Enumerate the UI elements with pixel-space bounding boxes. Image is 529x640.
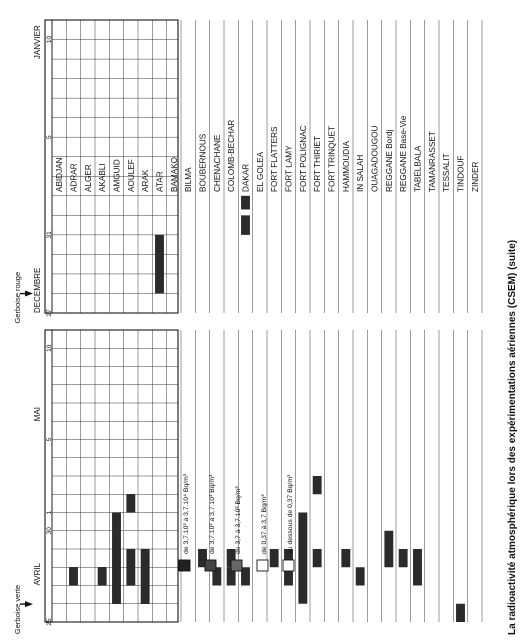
measurement-bar — [141, 549, 150, 567]
station-label: HAMMOUDIA — [341, 141, 351, 192]
measurement-bar — [98, 567, 107, 585]
legend-swatch — [179, 560, 190, 571]
measurement-bar — [341, 549, 350, 567]
station-label: BILMA — [184, 167, 194, 192]
station-label: ZINDER — [470, 161, 480, 192]
legend-swatch — [283, 560, 294, 571]
station-label: ARAK — [141, 169, 151, 192]
month-label: DECEMBRE — [33, 267, 42, 313]
station-label: FORT TRINQUET — [327, 126, 337, 192]
station-label: FORT POLIGNAC — [298, 125, 308, 192]
measurement-bar — [270, 549, 279, 567]
measurement-bar — [313, 476, 322, 494]
station-label: REGGANE Bordj — [384, 129, 394, 192]
station-label: TAMANRASSET — [427, 131, 437, 192]
measurement-bar — [313, 549, 322, 567]
month-label: AVRIL — [33, 562, 42, 586]
measurement-bar — [384, 549, 393, 567]
measurement-bar — [112, 513, 121, 531]
station-label: AOULEF — [126, 159, 136, 192]
legend-label: de 3,7 à 3,7.10² Bq/m³ — [235, 486, 242, 554]
station-label: ALGER — [83, 164, 93, 192]
measurement-bar — [126, 567, 135, 585]
station-label: TABELBALA — [413, 145, 423, 192]
event-label: Gerboise rouge — [13, 271, 22, 324]
day-tick-label: 31 — [46, 231, 53, 239]
station-label: OUAGADOUGOU — [370, 125, 380, 192]
station-label: BOUBERNOUS — [198, 133, 208, 192]
measurement-bar — [141, 567, 150, 604]
station-label: ATAR — [155, 171, 165, 192]
measurement-bar — [155, 254, 164, 293]
measurement-bar — [69, 567, 78, 585]
legend-label: de 0,37 à 3,7 Bq/m³ — [261, 494, 268, 554]
station-label: TINDOUF — [456, 155, 466, 192]
day-tick-label: 1 — [46, 510, 53, 515]
legend-swatch — [231, 560, 242, 571]
station-label: FORT FLATTERS — [270, 126, 280, 192]
day-tick-label: 10 — [46, 344, 53, 352]
event-label: Gerboise verte — [13, 584, 22, 635]
day-tick-label: 25 — [46, 618, 53, 626]
station-label: ABIDJAN — [55, 157, 65, 192]
measurement-bar — [384, 531, 393, 549]
day-tick-label: 5 — [46, 135, 53, 140]
month-label: MAI — [33, 407, 42, 422]
measurement-bar — [356, 567, 365, 585]
chart-title: La radioactivité atmosphérique lors des expérimentations aériennes (CSEM) (suite) — [507, 239, 518, 635]
station-label: AKABLI — [98, 163, 108, 192]
station-label: TESSALIT — [442, 153, 452, 192]
event-arrow — [25, 291, 33, 297]
legend-label: de 3,7.10³ à 3,7.10⁴ Bq/m³ — [183, 474, 190, 554]
station-label: FORT THIRIET — [313, 136, 323, 192]
station-label: BAMAKO — [169, 156, 179, 192]
measurement-bar — [413, 549, 422, 586]
day-tick-label: 27 — [46, 309, 53, 317]
station-label: COLOMB-BECHAR — [227, 119, 237, 192]
station-label: CHENACHANE — [212, 134, 222, 192]
legend-label: au dessous de 0,37 Bq/m³ — [287, 474, 294, 554]
measurement-bar — [112, 531, 121, 604]
station-label: AMGUID — [112, 159, 122, 192]
measurement-bar — [241, 215, 250, 235]
legend-swatch — [205, 560, 216, 571]
measurement-bar — [298, 513, 307, 604]
station-label: EL GOLEA — [255, 151, 265, 192]
measurement-bar — [126, 494, 135, 512]
measurement-bar — [399, 549, 408, 567]
measurement-bar — [241, 196, 250, 210]
station-label: DAKAR — [241, 163, 251, 192]
measurement-bar — [456, 604, 465, 622]
measurement-bar — [155, 235, 164, 255]
day-tick-label: 5 — [46, 437, 53, 442]
month-label: JANVIER — [33, 25, 42, 60]
station-label: ADRAR — [69, 163, 79, 192]
event-arrow — [25, 601, 33, 607]
day-tick-label: 30 — [46, 527, 53, 535]
station-label: REGGANE Base-Vie — [399, 115, 409, 192]
legend-label: de 3,7.10² à 3,7.10³ Bq/m³ — [209, 474, 216, 554]
measurement-bar — [126, 549, 135, 567]
station-label: IN SALAH — [356, 154, 366, 192]
day-tick-label: 10 — [46, 35, 53, 44]
legend-swatch — [257, 560, 268, 571]
station-label: FORT LAMY — [284, 145, 294, 192]
